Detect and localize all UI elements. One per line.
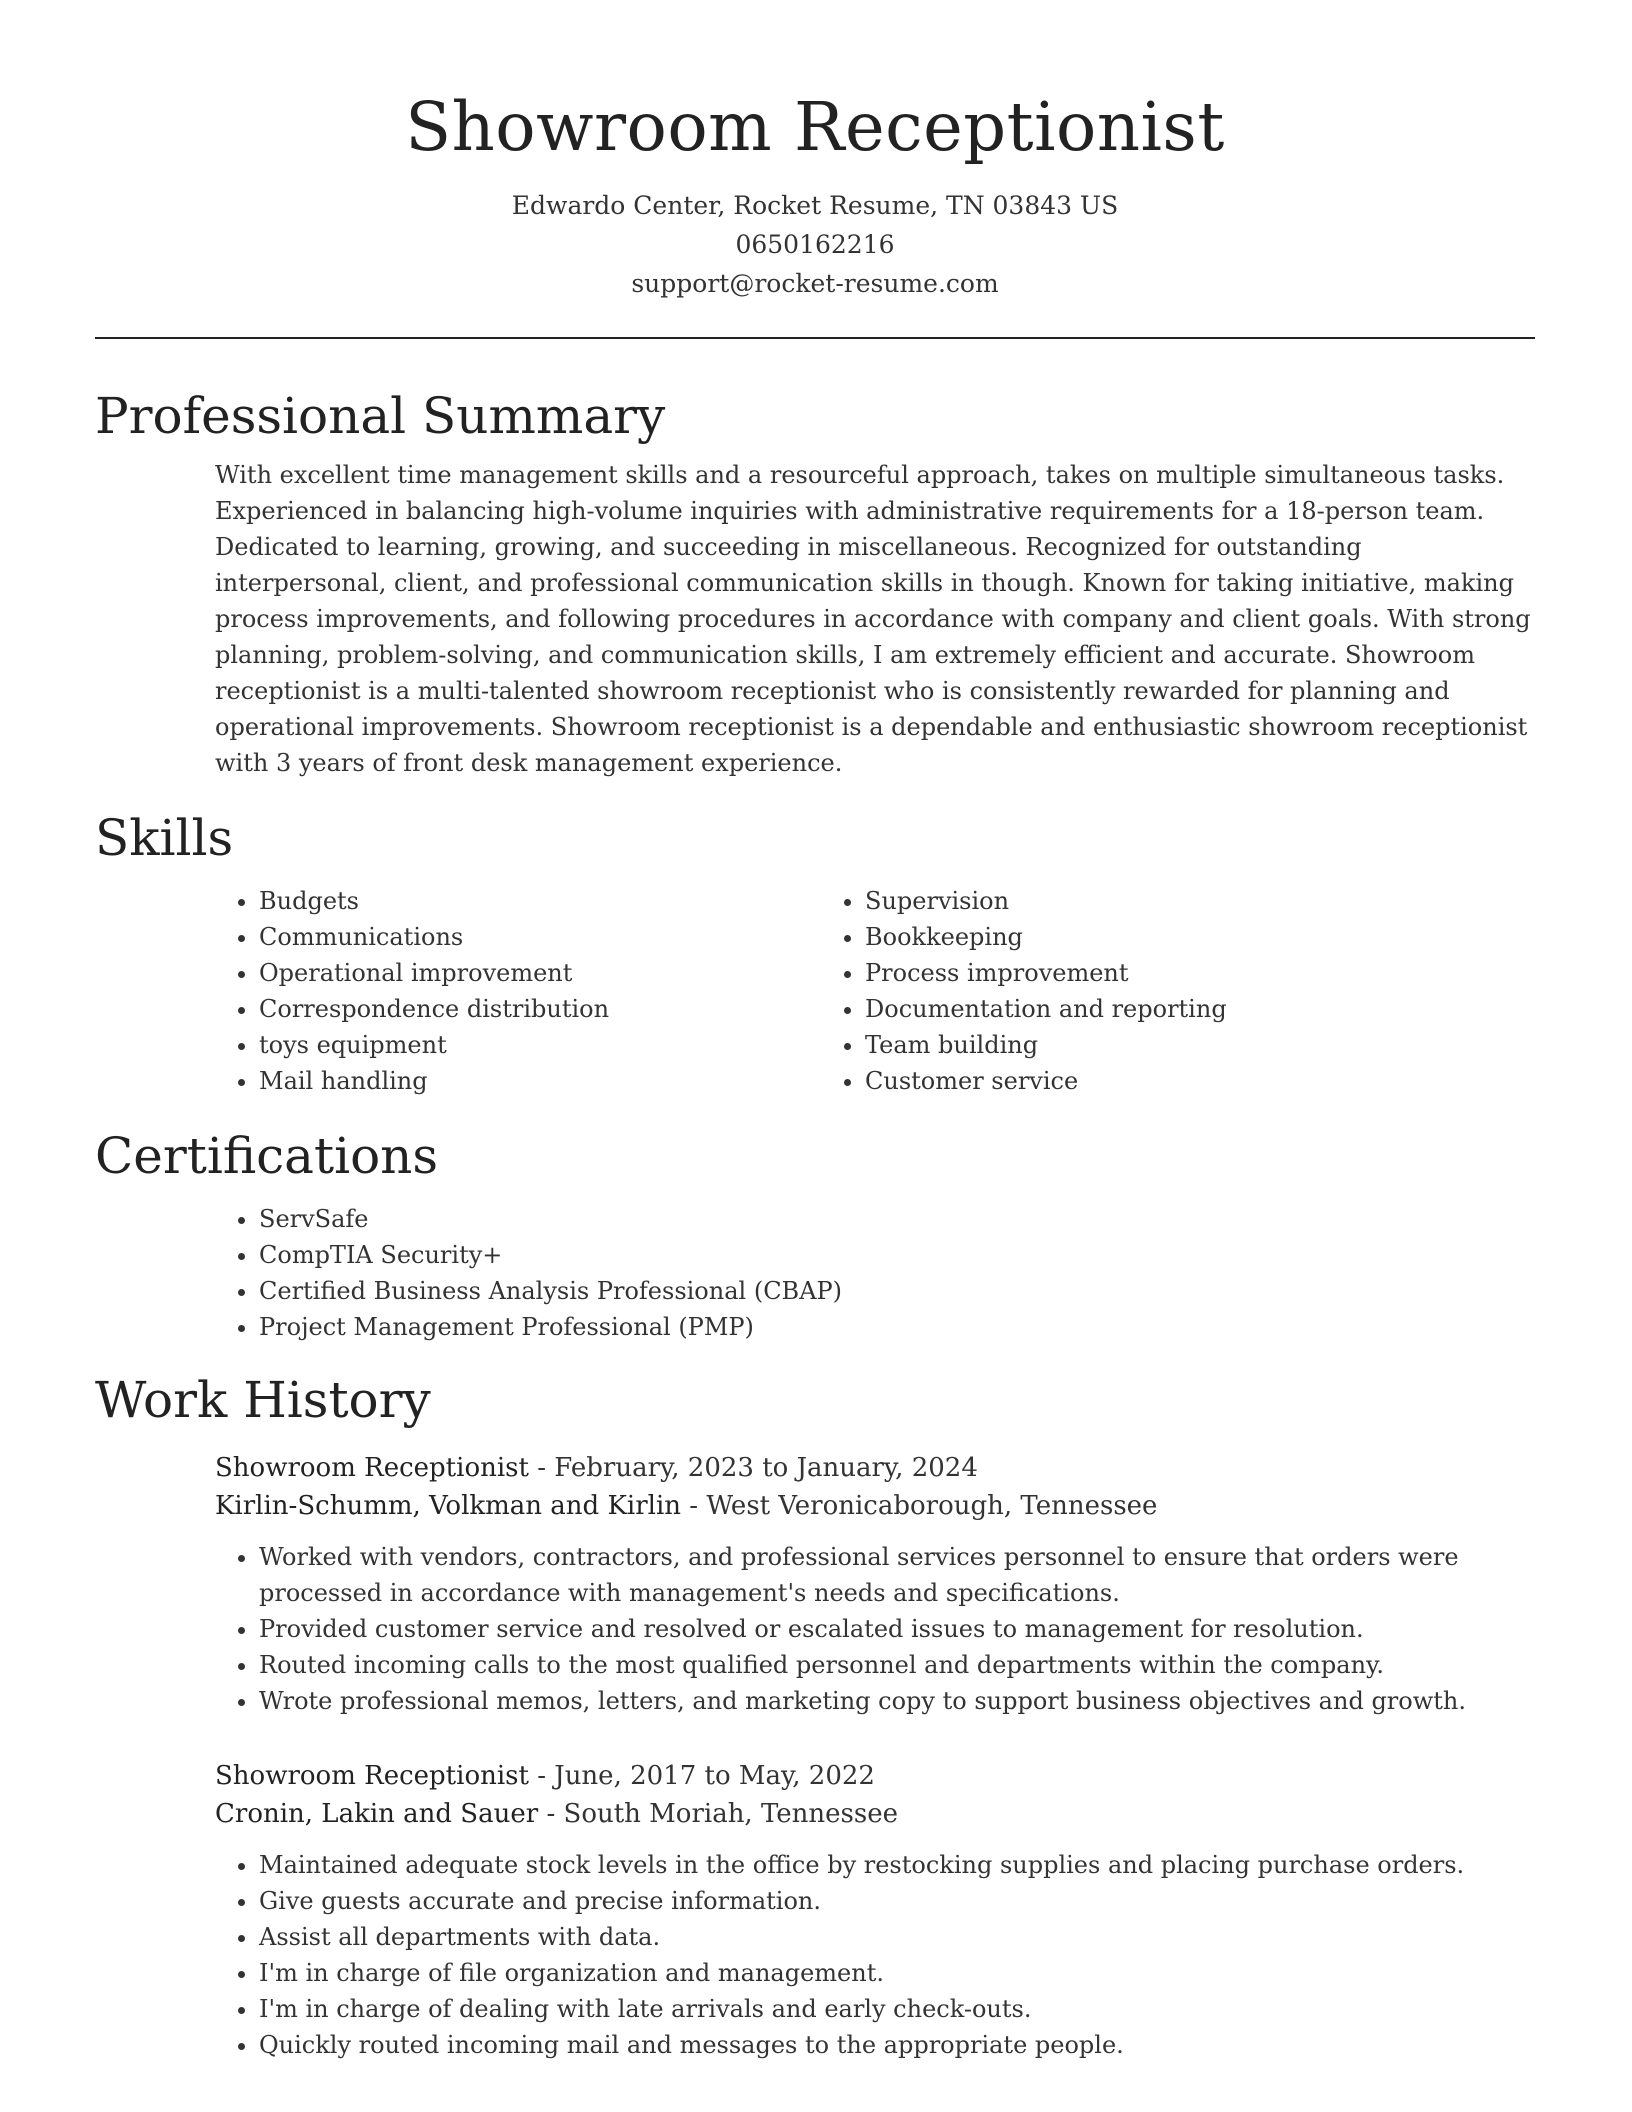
skill-item: • Mail handling [259,1063,821,1099]
job-location: - West Veronicaborough, Tennessee [681,1491,1158,1521]
job-entry [215,1757,1535,2063]
contact-phone: 0650162216 [735,230,895,259]
job-duty: • I'm in charge of dealing with late arrivals and early check-outs. [259,1991,1535,2027]
job-role: Showroom Receptionist [215,1453,529,1483]
skills-heading: Skills [95,809,234,867]
job-company: Kirlin-Schumm, Volkman and Kirlin [215,1491,682,1521]
skill-item: • Supervision [865,883,1521,919]
skills-list-left [215,883,821,1099]
job-location: - South Moriah, Tennessee [538,1799,899,1829]
job-company-line [215,1487,1535,1525]
contact-email: support@rocket-resume.com [631,269,999,298]
certification-item: • Certified Business Analysis Professional (CBAP) [259,1273,1535,1309]
skill-item: • Budgets [259,883,821,919]
skills-columns [215,883,1535,1099]
job-title-line [215,1449,1535,1487]
certifications-heading: Certifications [95,1127,439,1185]
skill-item: • toys equipment [259,1027,821,1063]
contact-block [95,186,1535,303]
skill-item: • Documentation and reporting [865,991,1521,1027]
job-company: Cronin, Lakin and Sauer [215,1799,539,1829]
certification-item: • Project Management Professional (PMP) [259,1309,1535,1345]
job-duty: • Routed incoming calls to the most qualified personnel and departments within the company. [259,1647,1535,1683]
certification-item: • ServSafe [259,1201,1535,1237]
skill-item: • Communications [259,919,821,955]
resume-name: Showroom Receptionist [405,88,1225,166]
certifications-list [215,1201,1535,1345]
job-duty: • Quickly routed incoming mail and messages to the appropriate people. [259,2027,1535,2063]
skill-item: • Bookkeeping [865,919,1521,955]
job-entry [215,1449,1535,1719]
skill-item: • Customer service [865,1063,1521,1099]
contact-address: Edwardo Center, Rocket Resume, TN 03843 US [511,191,1119,220]
skill-item: • Correspondence distribution [259,991,821,1027]
job-role: Showroom Receptionist [215,1761,529,1791]
job-duty: • Provided customer service and resolved or escalated issues to management for resolution. [259,1611,1535,1647]
job-duties-list [215,1847,1535,2063]
work-history-heading: Work History [95,1371,431,1429]
job-company-line [215,1795,1535,1833]
job-duty: • Assist all departments with data. [259,1919,1535,1955]
skill-item: • Process improvement [865,955,1521,991]
skills-list-right [821,883,1521,1099]
job-duty: • Worked with vendors, contractors, and professional services personnel to ensure that orders were processed in accordance with management's needs and specifications. [259,1539,1535,1611]
summary-heading: Professional Summary [95,387,666,445]
job-dates: - June, 2017 to May, 2022 [528,1761,875,1791]
summary-text: With excellent time management skills and a resourceful approach, takes on multiple simultaneous tasks. Experienced in balancing high-volume inquiries with administrative requirements for a 18-person team. Dedicated to learning, growing, and succeeding in miscellaneous. Recognized for outstanding interpersonal, client, and professional communication skills in though. Known for taking initiative, making process improvements, and following procedures in accordance with company and client goals. With strong planning, problem-solving, and communication skills, I am extremely efficient and accurate. Showroom receptionist is a multi-talented showroom receptionist who is consistently rewarded for planning and operational improvements. Showroom receptionist is a dependable and enthusiastic showroom receptionist with 3 years of front desk management experience. [215,461,1531,777]
certification-item: • CompTIA Security+ [259,1237,1535,1273]
job-duty: • I'm in charge of file organization and management. [259,1955,1535,1991]
job-duty: • Maintained adequate stock levels in the office by restocking supplies and placing purchase orders. [259,1847,1535,1883]
header-divider [95,337,1535,339]
job-title-line [215,1757,1535,1795]
job-dates: - February, 2023 to January, 2024 [528,1453,978,1483]
resume-page [95,0,1535,2063]
job-duties-list [215,1539,1535,1719]
job-duty: • Wrote professional memos, letters, and marketing copy to support business objectives and growth. [259,1683,1535,1719]
skill-item: • Team building [865,1027,1521,1063]
skill-item: • Operational improvement [259,955,821,991]
job-duty: • Give guests accurate and precise information. [259,1883,1535,1919]
